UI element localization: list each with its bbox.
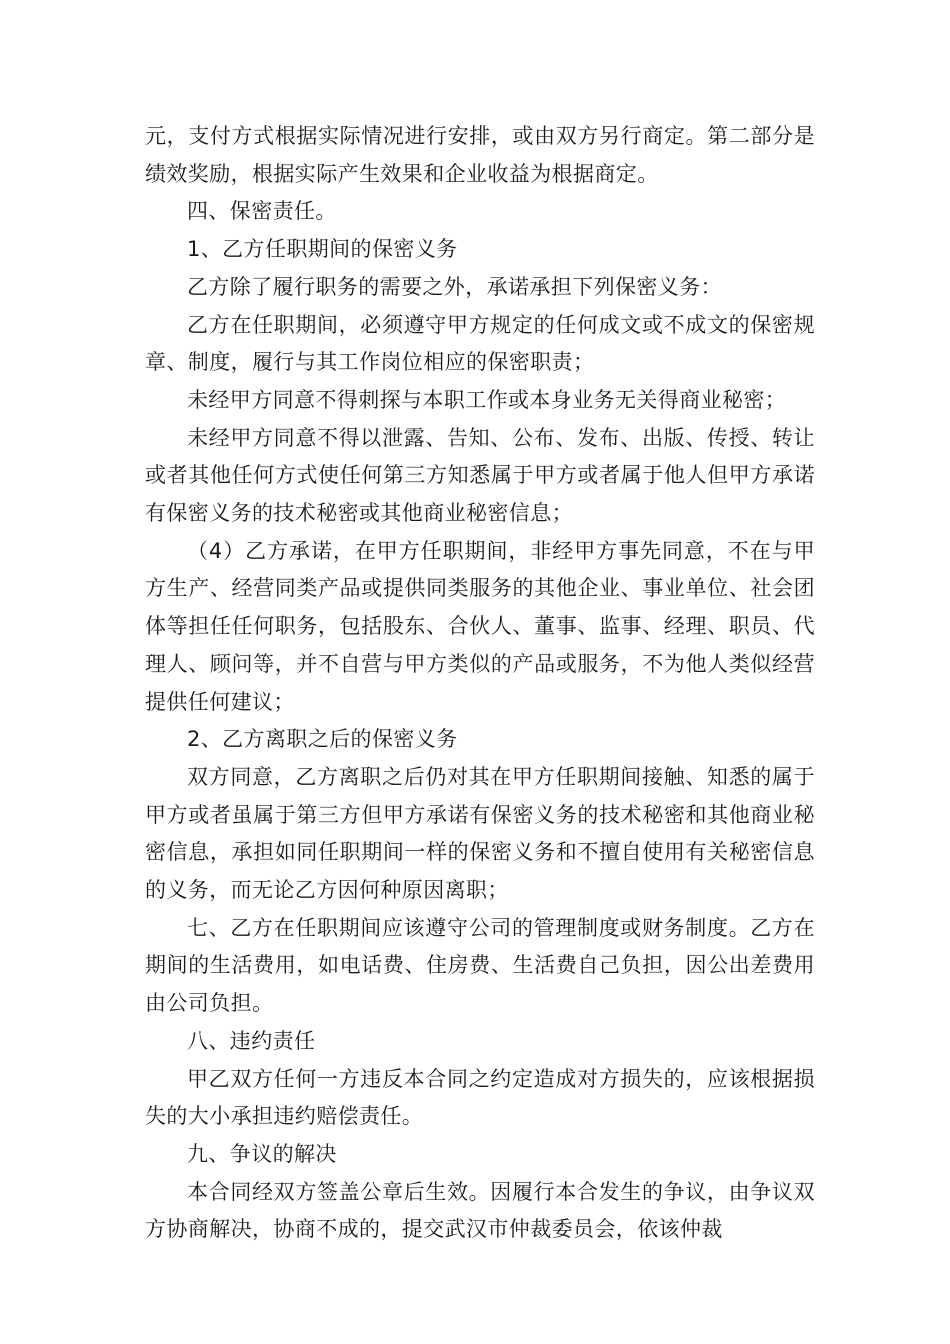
paragraph-confidentiality-intro: 乙方除了履行职务的需要之外，承诺承担下列保密义务： bbox=[187, 274, 722, 299]
paragraph-liability: 甲乙双方任何一方违反本合同之约定造成对方损失的，应该根据损失的大小承担违约赔偿责任。 bbox=[145, 1066, 815, 1129]
paragraph-payment-method: 元，支付方式根据实际情况进行安排，或由双方另行商定。第二部分是绩效奖励，根据实际产生效果和企业收益为根据商定。 bbox=[145, 124, 815, 186]
heading-liability: 八、违约责任 bbox=[187, 1028, 316, 1053]
subheading-duty-during-employment: 1、乙方任职期间的保密义务 bbox=[187, 237, 458, 262]
contract-body bbox=[145, 118, 815, 1249]
paragraph-confidentiality-rules: 乙方在任职期间，必须遵守甲方规定的任何成文或不成文的保密规章、制度，履行与其工作岗位相应的保密职责； bbox=[145, 312, 815, 375]
paragraph-post-employment-duty: 双方同意，乙方离职之后仍对其在甲方任职期间接触、知悉的属于甲方或者虽属于第三方但甲方承诺有保密义务的技术秘密和其他商业秘密信息，承担如同任职期间一样的保密义务和不擅自使用有关秘密信息的义务，而无论乙方因何种原因离职； bbox=[145, 764, 815, 903]
paragraph-dispute-resolution: 本合同经双方签盖公章后生效。因履行本合发生的争议，由争议双方协商解决，协商不成的，提交武汉市仲裁委员会，依该仲裁 bbox=[145, 1179, 815, 1242]
subheading-duty-after-leaving: 2、乙方离职之后的保密义务 bbox=[187, 727, 458, 752]
paragraph-no-disclosure: 未经甲方同意不得以泄露、告知、公布、发布、出版、传授、转让或者其他任何方式使任何第三方知悉属于甲方或者属于他人但甲方承诺有保密义务的技术秘密或其他商业秘密信息； bbox=[145, 425, 815, 526]
heading-confidentiality: 四、保密责任。 bbox=[187, 199, 337, 224]
paragraph-no-spying: 未经甲方同意不得刺探与本职工作或本身业务无关得商业秘密； bbox=[187, 387, 787, 412]
heading-dispute-resolution: 九、争议的解决 bbox=[187, 1141, 337, 1166]
paragraph-clause-seven: 七、乙方在任职期间应该遵守公司的管理制度或财务制度。乙方在期间的生活费用，如电话费、住房费、生活费自己负担，因公出差费用由公司负担。 bbox=[145, 915, 815, 1016]
paragraph-non-compete: （4）乙方承诺，在甲方任职期间，非经甲方事先同意，不在与甲方生产、经营同类产品或提供同类服务的其他企业、事业单位、社会团体等担任任何职务，包括股东、合伙人、董事、监事、经理、职员、代理人、顾问等，并不自营与甲方类似的产品或服务，不为他人类似经营提供任何建议； bbox=[145, 538, 815, 714]
